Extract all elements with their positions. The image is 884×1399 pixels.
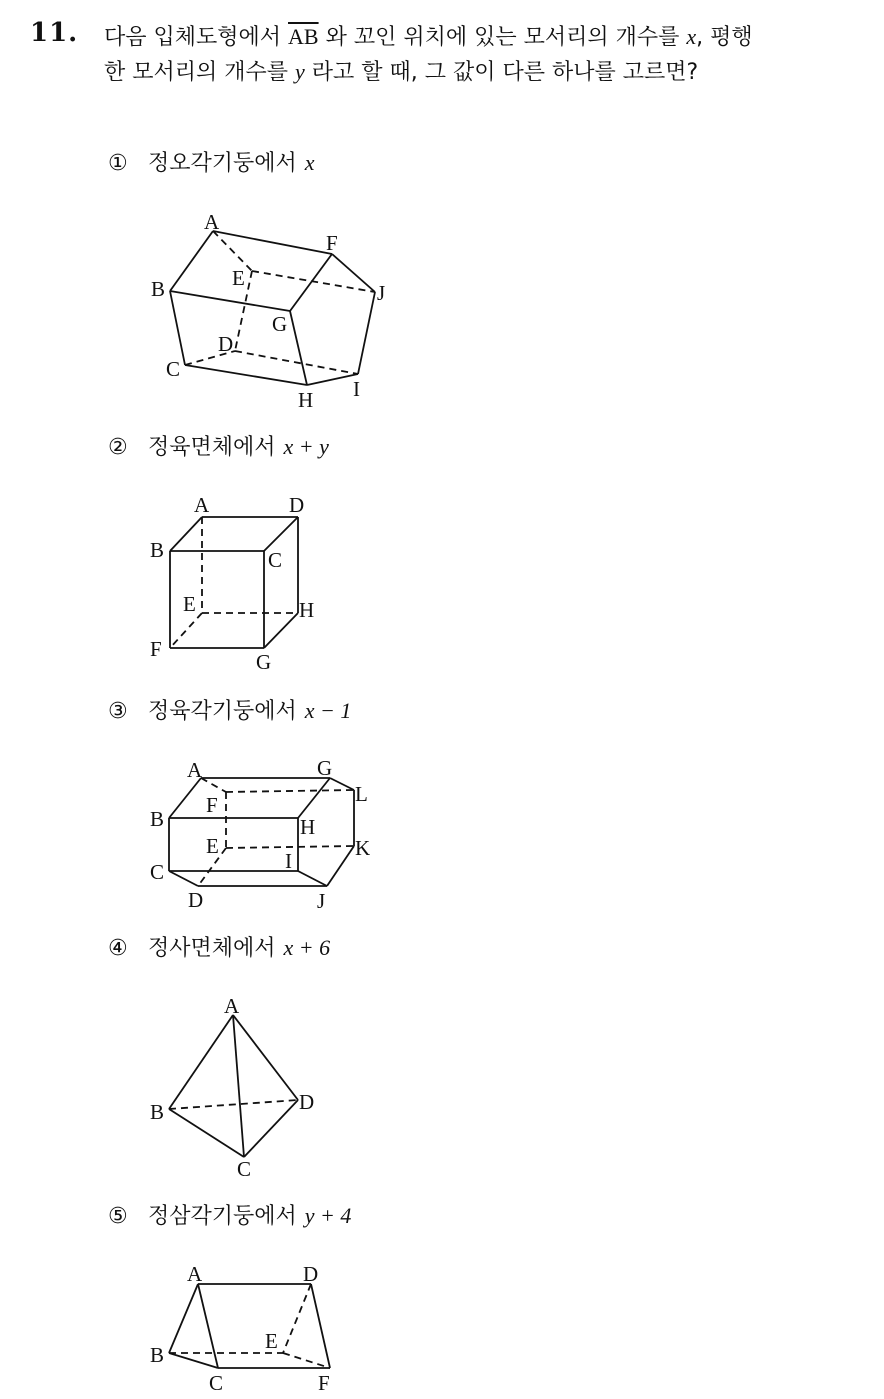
vertex-label: F	[326, 231, 338, 255]
vertex-label: C	[209, 1371, 224, 1395]
vertex-label: D	[188, 888, 204, 912]
choice-4-expr: x + 6	[283, 935, 331, 960]
vertex-label: A	[187, 1262, 203, 1286]
vertex-label: D	[289, 493, 305, 517]
vertex-label: B	[151, 277, 166, 301]
vertex-label: B	[150, 538, 165, 562]
segment-ab: $\overline{AB}$	[288, 24, 319, 49]
choice-4-marker: ④	[108, 936, 128, 961]
vertex-label: F	[150, 637, 162, 661]
variable-x: x	[686, 24, 697, 49]
vertex-label: C	[268, 548, 283, 572]
vertex-label: I	[353, 377, 360, 401]
question-line2-prefix: 한 모서리의 개수를	[104, 60, 289, 85]
choice-2-expr: x + y	[283, 434, 329, 459]
question-line1-middle: 와 꼬인 위치에 있는 모서리의 개수를	[325, 25, 680, 50]
vertex-label: H	[300, 815, 316, 839]
vertex-label: C	[150, 860, 165, 884]
choice-1-marker: ①	[108, 151, 128, 176]
vertex-label: A	[187, 758, 203, 782]
vertex-label: G	[317, 756, 333, 780]
choice-3-text: 정육각기둥에서	[148, 699, 297, 724]
choice-2-text: 정육면체에서	[148, 435, 276, 460]
question-line1-suffix: , 평행	[696, 25, 753, 50]
vertex-label: A	[204, 210, 220, 234]
vertex-label: D	[303, 1262, 319, 1286]
vertex-label: F	[318, 1371, 330, 1395]
choice-5-expr: y + 4	[304, 1203, 352, 1228]
choice-1-expr: x	[304, 150, 315, 175]
choice-5-text: 정삼각기둥에서	[148, 1204, 297, 1229]
vertex-label: C	[237, 1157, 252, 1181]
vertex-label: K	[355, 836, 371, 860]
vertex-label: L	[355, 782, 368, 806]
vertex-label: F	[206, 793, 218, 817]
question-line2-suffix: 라고 할 때, 그 값이 다른 하나를 고르면?	[311, 60, 699, 85]
vertex-label: J	[317, 889, 326, 913]
vertex-label: C	[166, 357, 181, 381]
choice-2-marker: ②	[108, 435, 128, 460]
vertex-label: I	[285, 849, 292, 873]
vertex-label: B	[150, 807, 165, 831]
choice-3-expr: x − 1	[304, 698, 352, 723]
vertex-label: D	[218, 332, 234, 356]
variable-y: y	[295, 59, 305, 84]
choice-5-marker: ⑤	[108, 1204, 128, 1229]
vertex-label: B	[150, 1100, 165, 1124]
choice-1-text: 정오각기둥에서	[148, 151, 297, 176]
question-number: 11.	[30, 18, 79, 48]
vertex-label: D	[299, 1090, 315, 1114]
choice-3-marker: ③	[108, 699, 128, 724]
choice-4-text: 정사면체에서	[148, 936, 276, 961]
vertex-label: A	[224, 994, 240, 1018]
vertex-label: H	[298, 388, 314, 412]
vertex-label: E	[206, 834, 219, 858]
vertex-label: H	[299, 598, 315, 622]
vertex-label: J	[377, 281, 386, 305]
vertex-label: E	[183, 592, 196, 616]
vertex-label: E	[232, 266, 245, 290]
vertex-label: G	[256, 650, 272, 674]
vertex-label: G	[272, 312, 288, 336]
question-line1-prefix: 다음 입체도형에서	[104, 25, 282, 50]
vertex-label: E	[265, 1329, 278, 1353]
vertex-label: A	[194, 493, 210, 517]
vertex-label: B	[150, 1343, 165, 1367]
